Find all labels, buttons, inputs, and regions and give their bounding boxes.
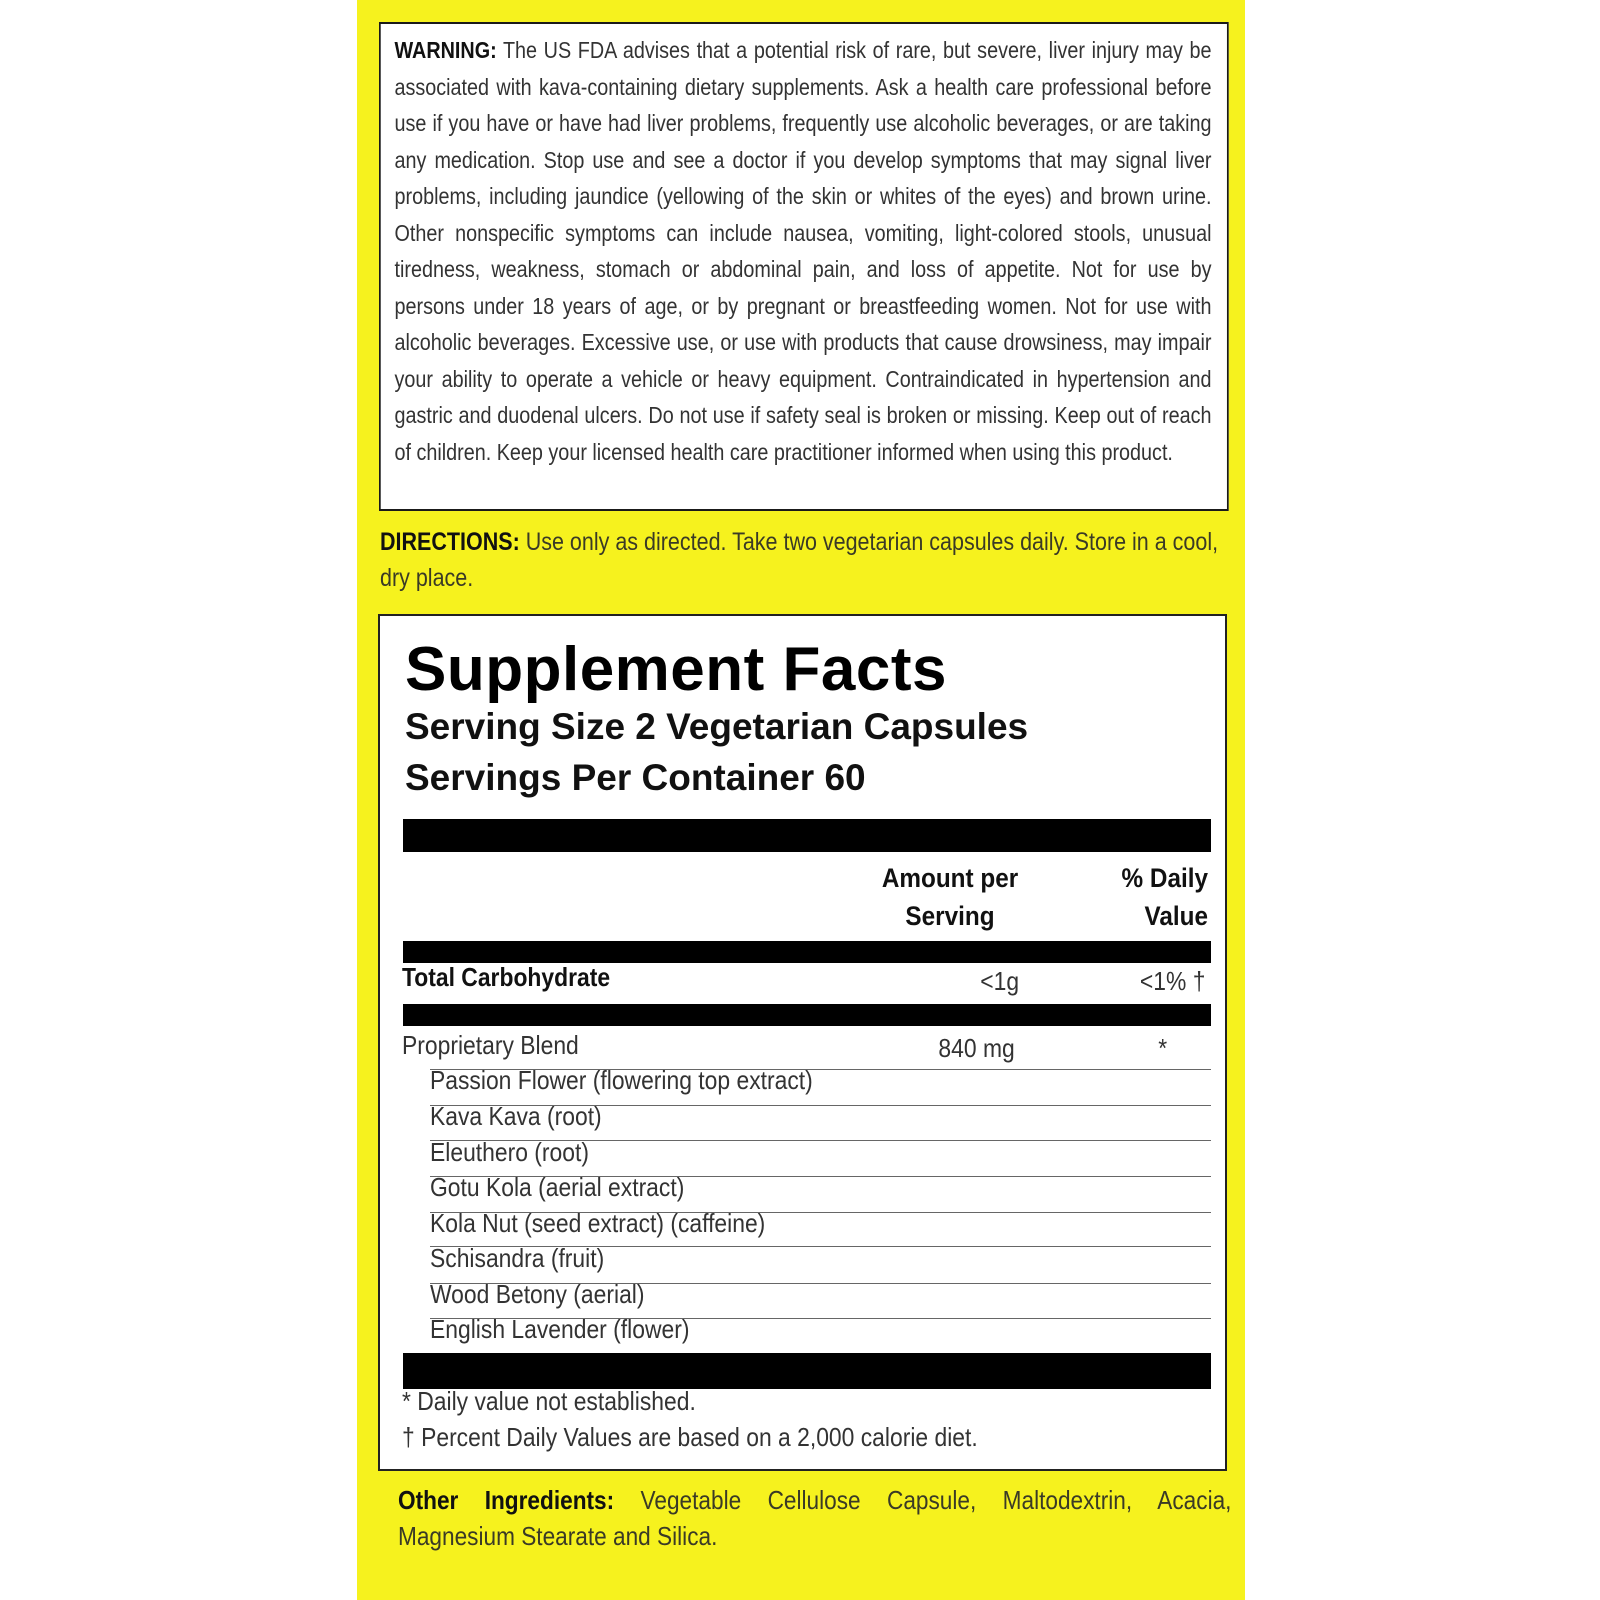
facts-title: Supplement Facts — [405, 635, 947, 704]
total-carb-dv: <1% † — [1139, 966, 1205, 996]
ingredient-row: Kava Kava (root) — [430, 1101, 602, 1131]
warning-text: The US FDA advises that a potential risk of rare, but severe, liver injury may be associated with kava-containing dietary supplements. Ask a health care professional before use if you have or have had liver problems, frequently use alcoholic beverages, or are taking any medication. Stop use and see a doctor if you develop symptoms that may signal liver problems, including jaundice (yellowing of the skin or whites of the eyes) and brown urine. Other nonspecific symptoms can include nausea, vomiting, light-colored stools, unusual tiredness, weakness, stomach or abdominal pain, and loss of appetite. Not for use by persons under 18 years of age, or by pregnant or breastfeeding women. Not for use with alcoholic beverages. Excessive use, or use with products that cause drowsiness, may impair your ability to operate a vehicle or heavy equipment. Contraindicated in hypertension and gastric and duodenal ulcers. Do not use if safety seal is broken or missing. Keep out of reach of children. Keep your licensed health care practitioner informed when using this product. — [394, 37, 1212, 465]
serving-size: Serving Size 2 Vegetarian Capsules — [405, 706, 1029, 747]
warning-label: WARNING: — [394, 37, 497, 63]
footnote-percent: † Percent Daily Values are based on a 2,000 calorie diet. — [402, 1422, 978, 1452]
ingredient-row: Kola Nut (seed extract) (caffeine) — [430, 1208, 766, 1238]
dv-header-line-1: % Daily — [1121, 863, 1208, 893]
servings-per-container: Servings Per Container 60 — [405, 757, 866, 798]
footnote-daily-value: * Daily value not established. — [402, 1386, 696, 1416]
ingredient-row: Eleuthero (root) — [430, 1137, 589, 1167]
blend-name: Proprietary Blend — [402, 1030, 579, 1060]
ingredient-row: Passion Flower (flowering top extract) — [430, 1065, 813, 1095]
amount-header-line-2: Serving — [905, 901, 995, 931]
total-carb-amount: <1g — [980, 966, 1019, 996]
directions-label: DIRECTIONS: — [380, 528, 520, 556]
ingredient-row: Wood Betony (aerial) — [430, 1279, 645, 1309]
ingredient-row: Schisandra (fruit) — [430, 1243, 605, 1273]
total-carb-name: Total Carbohydrate — [402, 962, 611, 992]
thick-divider — [403, 819, 1211, 852]
footer-divider — [403, 1353, 1211, 1389]
other-ingredients-text: Vegetable Cellulose Capsule, Maltodextrin, Acacia, Magnesium Stearate and Silica. — [398, 1485, 1232, 1551]
header-divider — [403, 941, 1211, 963]
other-ingredients — [398, 1482, 1231, 1554]
blend-dv: * — [1158, 1033, 1167, 1063]
amount-header-line-1: Amount per — [881, 863, 1019, 893]
other-ingredients-label: Other Ingredients: — [398, 1485, 615, 1515]
blend-amount: 840 mg — [938, 1033, 1015, 1063]
directions — [380, 524, 1231, 596]
supplement-facts-panel — [378, 614, 1227, 1471]
ingredient-row: English Lavender (flower) — [430, 1314, 690, 1344]
ingredient-row: Gotu Kola (aerial extract) — [430, 1172, 685, 1202]
daily-value-header — [1082, 859, 1208, 935]
warning-box — [379, 22, 1229, 511]
dv-header-line-2: Value — [1144, 901, 1208, 931]
blend-divider — [403, 1004, 1211, 1026]
amount-per-serving-header — [869, 859, 1031, 935]
directions-text: Use only as directed. Take two vegetarian capsules daily. Store in a cool, dry place. — [380, 528, 1219, 592]
